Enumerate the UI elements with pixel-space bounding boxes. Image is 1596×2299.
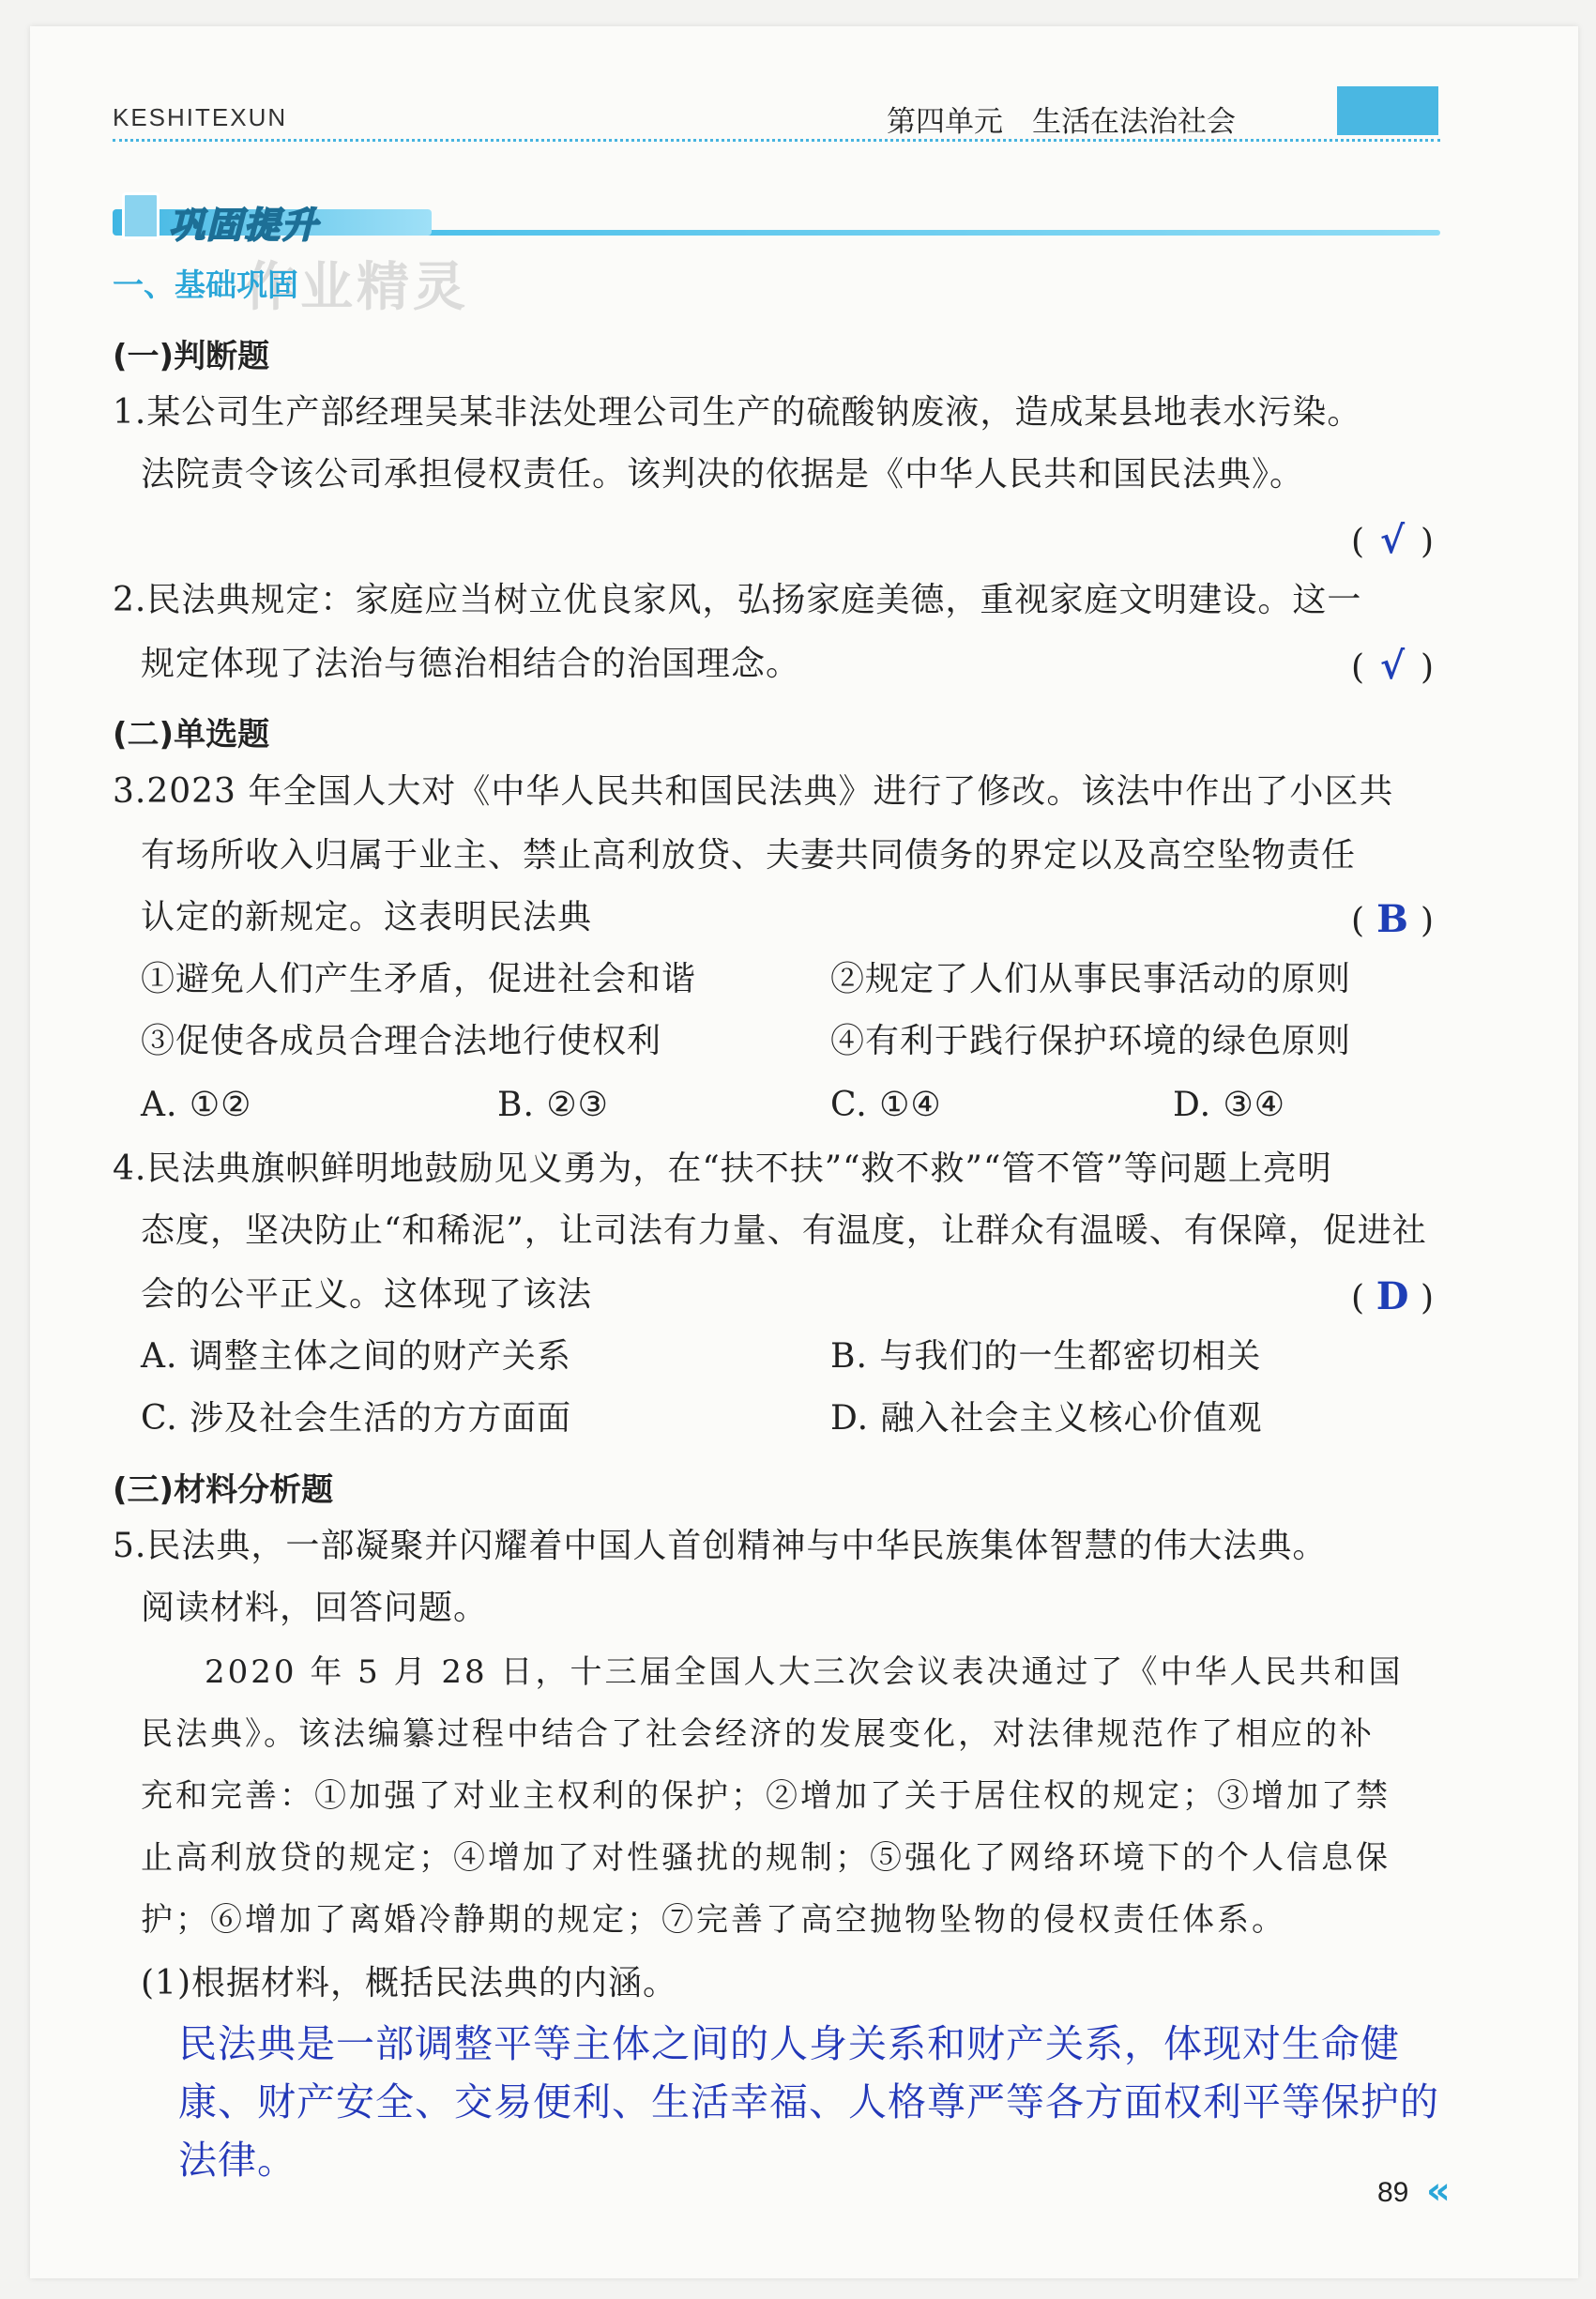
handwritten-answer-line1: 民法典是一部调整平等主体之间的人身关系和财产关系，体现对生命健 — [178, 2021, 1400, 2066]
material-line3: 充和完善：①加强了对业主权利的保护；②增加了关于居住权的规定；③增加了禁 — [141, 1777, 1391, 1815]
section-banner — [113, 192, 1440, 246]
q3-option-d: D. ③④ — [1173, 1086, 1286, 1124]
header-divider — [113, 139, 1440, 142]
paren-open: ( — [1351, 1279, 1365, 1317]
q3-option-b: B. ②③ — [497, 1086, 609, 1124]
watermark: 作业精灵 — [244, 257, 469, 318]
paren-close: ) — [1421, 648, 1435, 687]
page-number: 89 — [1377, 2177, 1409, 2208]
material-line4: 止高利放贷的规定；④增加了对性骚扰的规制；⑤强化了网络环境下的个人信息保 — [141, 1839, 1391, 1877]
q4-line2: 态度，坚决防止“和稀泥”，让司法有力量、有温度，让群众有温暖、有保障，促进社 — [141, 1211, 1427, 1250]
handwritten-answer-line2: 康、财产安全、交易便利、生活幸福、人格尊严等各方面权利平等保护的 — [178, 2079, 1439, 2124]
q3-line3: 认定的新规定。这表明民法典 — [141, 898, 593, 936]
q1-answer: √ — [1379, 518, 1406, 562]
q3-option-a: A. ①② — [141, 1086, 252, 1124]
q3-line2: 有场所收入归属于业主、禁止高利放贷、夫妻共同债务的界定以及高空坠物责任 — [141, 836, 1357, 875]
banner-title: 巩固提升 — [169, 205, 320, 246]
paren-close: ) — [1421, 902, 1435, 940]
q3-option-c: C. ①④ — [830, 1086, 942, 1124]
publisher-brand: KESHITEXUN — [113, 103, 288, 131]
q5-sub-question-1: (1)根据材料，概括民法典的内涵。 — [141, 1964, 677, 2002]
q3-answer-box — [1351, 897, 1434, 941]
book-icon — [122, 192, 160, 239]
heading-single: (二)单选题 — [113, 716, 270, 754]
q1-answer-box — [1351, 518, 1434, 562]
q3-answer: B — [1376, 897, 1408, 941]
q3-statement-2: ②规定了人们从事民事活动的原则 — [830, 960, 1352, 998]
paren-open: ( — [1351, 902, 1365, 940]
heading-judge: (一)判断题 — [113, 338, 270, 375]
banner-line — [394, 230, 1440, 236]
q2-line2: 规定体现了法治与德治相结合的治国理念。 — [141, 645, 801, 683]
q3-statement-1: ①避免人们产生矛盾，促进社会和谐 — [141, 960, 697, 998]
q4-option-d: D. 融入社会主义核心价值观 — [830, 1399, 1263, 1438]
handwritten-answer-line3: 法律。 — [178, 2138, 296, 2183]
unit-color-tab — [1337, 86, 1438, 135]
q4-option-c: C. 涉及社会生活的方方面面 — [141, 1399, 572, 1438]
material-line2: 民法典》。该法编纂过程中结合了社会经济的发展变化，对法律规范作了相应的补 — [141, 1715, 1375, 1753]
chevron-left-icon: « — [1426, 2170, 1451, 2213]
paren-open: ( — [1351, 648, 1365, 687]
q4-line1: 4.民法典旗帜鲜明地鼓励见义勇为，在“扶不扶”“救不救”“管不管”等问题上亮明 — [113, 1150, 1332, 1188]
paren-open: ( — [1351, 523, 1365, 561]
material-line5: 护；⑥增加了离婚冷静期的规定；⑦完善了高空抛物坠物的侵权责任体系。 — [141, 1901, 1286, 1939]
paren-close: ) — [1421, 523, 1435, 561]
q3-statement-4: ④有利于践行保护环境的绿色原则 — [830, 1022, 1352, 1060]
q2-answer: √ — [1379, 644, 1406, 688]
q4-option-a: A. 调整主体之间的财产关系 — [141, 1337, 571, 1376]
heading-material: (三)材料分析题 — [113, 1471, 334, 1509]
paren-close: ) — [1421, 1279, 1435, 1317]
q4-option-b: B. 与我们的一生都密切相关 — [830, 1337, 1262, 1376]
q3-statement-3: ③促使各成员合理合法地行使权利 — [141, 1022, 662, 1060]
q4-line3: 会的公平正义。这体现了该法 — [141, 1275, 593, 1314]
material-line1: 2020 年 5 月 28 日，十三届全国人大三次会议表决通过了《中华人民共和国 — [205, 1653, 1404, 1691]
q5-line2: 阅读材料，回答问题。 — [141, 1589, 489, 1627]
q4-answer-box — [1351, 1274, 1434, 1318]
q4-answer: D — [1376, 1274, 1409, 1318]
q2-line1: 2.民法典规定：家庭应当树立优良家风，弘扬家庭美德，重视家庭文明建设。这一 — [113, 581, 1362, 619]
q1-line2: 法院责令该公司承担侵权责任。该判决的依据是《中华人民共和国民法典》。 — [141, 455, 1305, 494]
q3-line1: 3.2023 年全国人大对《中华人民共和国民法典》进行了修改。该法中作出了小区共 — [113, 772, 1394, 811]
q2-answer-box — [1351, 644, 1434, 688]
section-title: 一、基础巩固 — [113, 266, 298, 303]
q1-line1: 1.某公司生产部经理吴某非法处理公司生产的硫酸钠废液，造成某县地表水污染。 — [113, 393, 1362, 432]
unit-title: 第四单元 生活在法治社会 — [887, 105, 1236, 139]
q5-line1: 5.民法典，一部凝聚并闪耀着中国人首创精神与中华民族集体智慧的伟大法典。 — [113, 1527, 1328, 1565]
